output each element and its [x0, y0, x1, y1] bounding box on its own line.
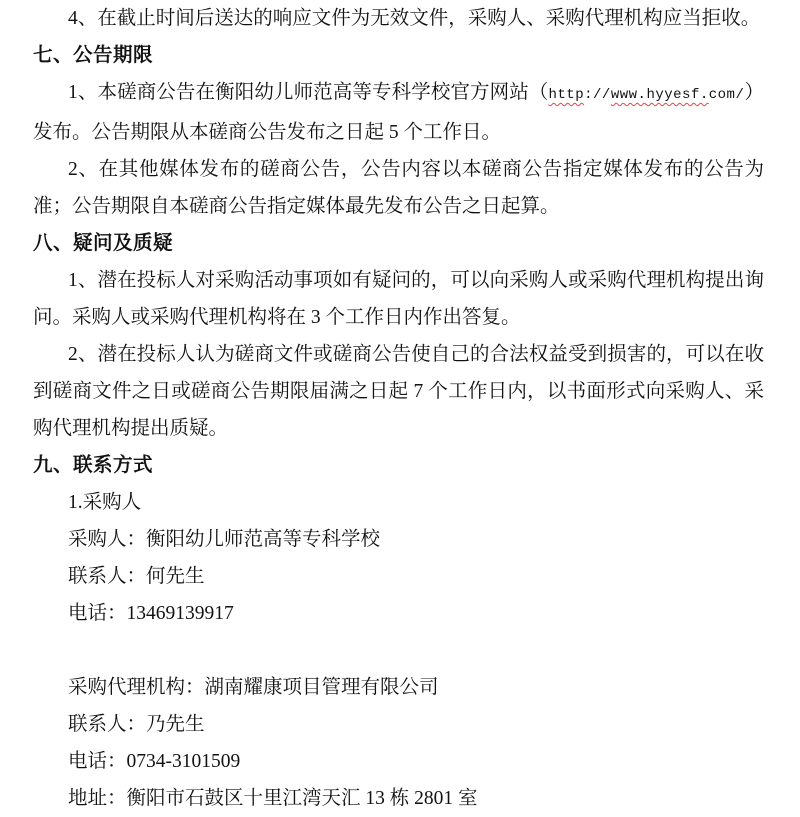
section-heading: 七、公告期限	[33, 45, 154, 66]
text-segment: ）发布。公告期限从本磋商公告发布之日起 5 个工作日。	[33, 82, 764, 143]
contact-line: 1.采购人	[68, 492, 142, 513]
paragraph: 1、潜在投标人对采购活动事项如有疑问的，可以向采购人或采购代理机构提出询问。采购人或采购代理机构将在 3 个工作日内作出答复。	[33, 270, 764, 328]
contact-line: 联系人：乃先生	[68, 714, 205, 735]
blank-line	[33, 632, 764, 669]
text-segment: 1、本磋商公告在衡阳幼儿师范高等专科学校官方网站（	[68, 82, 549, 103]
document-body	[33, 0, 764, 817]
website-url-segment: www.	[610, 87, 647, 103]
contact-line: 地址：衡阳市石鼓区十里江湾天汇 13 栋 2801 室	[68, 788, 478, 809]
paragraph: 2、在其他媒体发布的磋商公告，公告内容以本磋商公告指定媒体发布的公告为准；公告期限自本磋商公告指定媒体最先发布公告之日起算。	[33, 159, 764, 217]
website-url-segment: http	[548, 87, 585, 103]
contact-line: 采购人：衡阳幼儿师范高等专科学校	[68, 529, 381, 550]
section-heading: 八、疑问及质疑	[33, 233, 174, 254]
contact-line: 电话：13469139917	[68, 603, 234, 624]
contact-line: 联系人：何先生	[68, 566, 205, 587]
paragraph: 2、潜在投标人认为磋商文件或磋商公告使自己的合法权益受到损害的，可以在收到磋商文件之日或磋商公告期限届满之日起 7 个工作日内，以书面形式向采购人、采购代理机构提出质疑。	[33, 344, 764, 439]
website-url-segment: hyyesf.	[646, 87, 709, 103]
paragraph: 4、在截止时间后送达的响应文件为无效文件，采购人、采购代理机构应当拒收。	[68, 8, 761, 29]
website-url-segment: ://	[584, 87, 611, 103]
paragraph	[33, 74, 764, 151]
contact-line: 采购代理机构：湖南耀康项目管理有限公司	[68, 677, 439, 698]
contact-line: 电话：0734-3101509	[68, 751, 241, 772]
website-url-segment: com/	[708, 87, 745, 103]
section-heading: 九、联系方式	[33, 455, 154, 476]
